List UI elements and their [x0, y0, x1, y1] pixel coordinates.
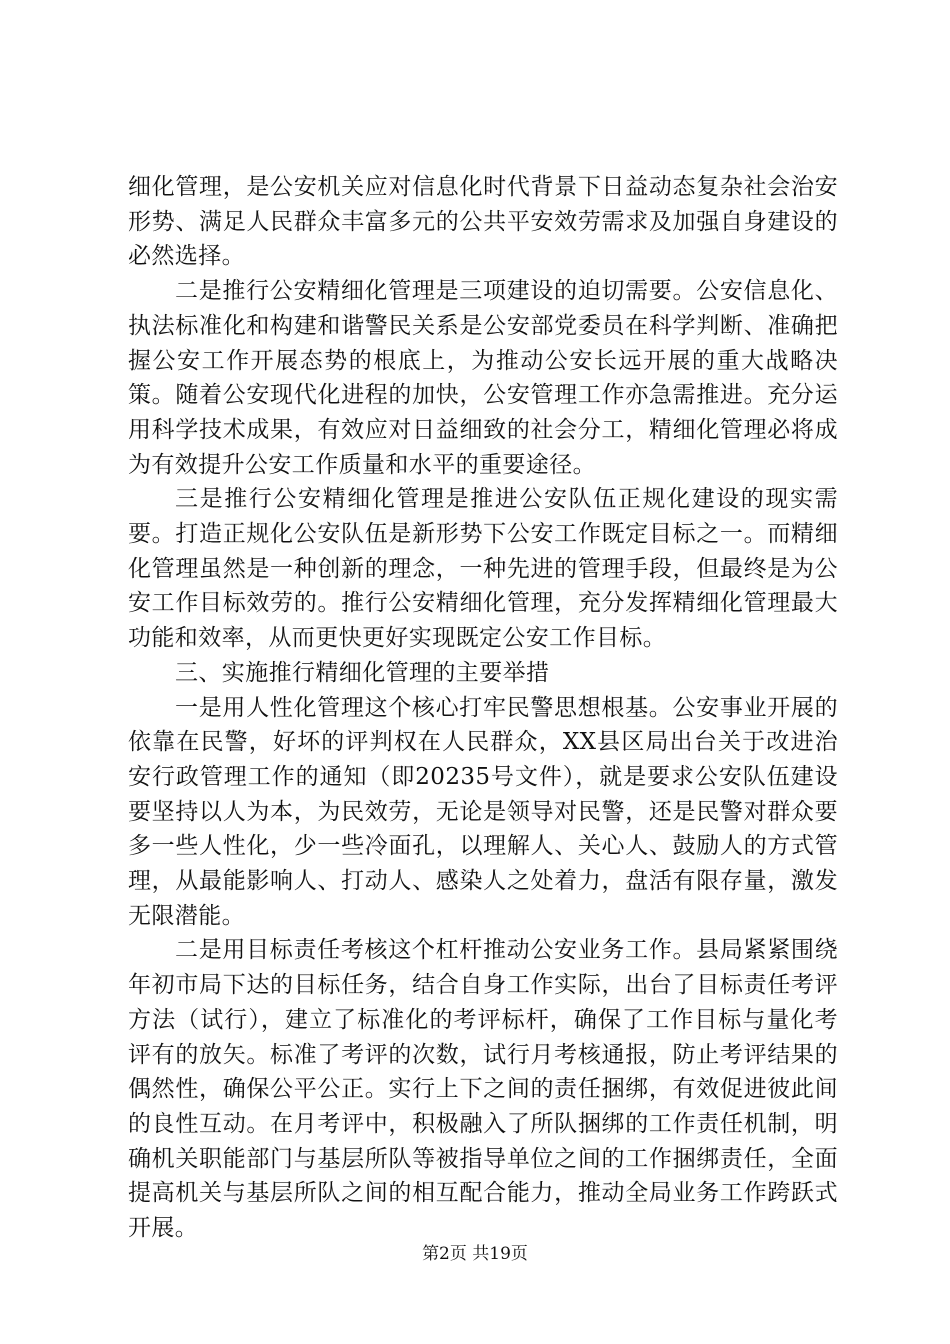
paragraph-1: 细化管理，是公安机关应对信息化时代背景下日益动态复杂社会治安形势、满足人民群众丰富多元的公共平安效劳需求及加强自身建设的必然选择。 — [128, 174, 838, 270]
paragraph-2: 二是推行公安精细化管理是三项建设的迫切需要。公安信息化、执法标准化和构建和谐警民关系是公安部党委员在科学判断、准确把握公安工作开展态势的根底上，为推动公安长远开展的重大战略决策。随着公安现代化进程的加快，公安管理工作亦急需推进。充分运用科学技术成果，有效应对日益细致的社会分工，精细化管理必将成为有效提升公安工作质量和水平的重要途径。 — [128, 278, 838, 478]
paragraph-4: 一是用人性化管理这个核心打牢民警思想根基。公安事业开展的依靠在民警，好坏的评判权在人民群众，XX县区局出台关于改进治安行政管理工作的通知（即20235号文件），就是要求公安队伍建设要坚持以人为本，为民效劳，无论是领导对民警，还是民警对群众要多一些人性化，少一些冷面孔，以理解人、关心人、鼓励人的方式管理，从最能影响人、打动人、感染人之处着力，盘活有限存量，激发无限潜能。 — [128, 694, 838, 929]
page-number-footer: 第2页 共19页 — [422, 1244, 528, 1264]
document-body — [128, 170, 838, 1246]
paragraph-5: 二是用目标责任考核这个杠杆推动公安业务工作。县局紧紧围绕年初市局下达的目标任务，结合自身工作实际，出台了目标责任考评方法（试行），建立了标准化的考评标杆，确保了工作目标与量化考评有的放矢。标准了考评的次数，试行月考核通报，防止考评结果的偶然性，确保公平公正。实行上下之间的责任捆绑，有效促进彼此间的良性互动。在月考评中，积极融入了所队捆绑的工作责任机制，明确机关职能部门与基层所队等被指导单位之间的工作捆绑责任，全面提高机关与基层所队之间的相互配合能力，推动全局业务工作跨跃式开展。 — [128, 937, 838, 1242]
paragraph-3: 三是推行公安精细化管理是推进公安队伍正规化建设的现实需要。打造正规化公安队伍是新形势下公安工作既定目标之一。而精细化管理虽然是一种创新的理念，一种先进的管理手段，但最终是为公安工作目标效劳的。推行公安精细化管理，充分发挥精细化管理最大功能和效率，从而更快更好实现既定公安工作目标。 — [128, 486, 838, 652]
section-heading: 三、实施推行精细化管理的主要举措 — [175, 659, 550, 686]
